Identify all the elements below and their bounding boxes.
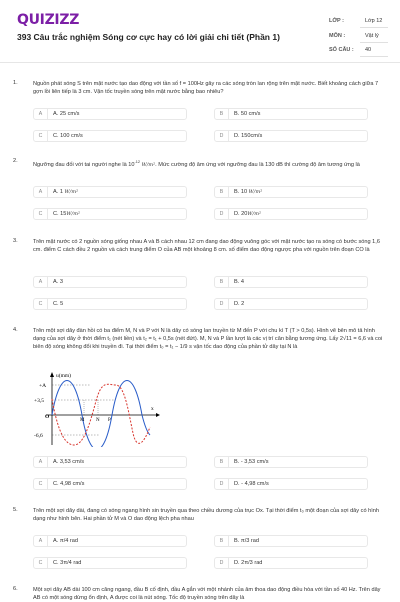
option-letter: B xyxy=(215,109,229,119)
point-label-n: N xyxy=(96,418,100,423)
option-b[interactable] xyxy=(214,186,368,198)
option-text: C. 15W/m² xyxy=(53,211,80,217)
question-text: Nguồn phát sóng S trên mặt nước tạo dao động với tần số f = 100Hz gây ra các sóng tròn lan rộng trên mặt nước. Biết khoảng cách giữa 7 gợn lồi liên tiếp là 3 cm. Vận tốc truyền sóng trên mặt nước bằng bao nhiêu? xyxy=(33,81,379,96)
option-letter: D xyxy=(215,209,229,219)
option-d[interactable] xyxy=(214,208,368,220)
option-letter: A xyxy=(34,109,48,119)
option-text: D. 2 xyxy=(234,301,245,307)
option-text: C. 4,98 cm/s xyxy=(53,481,85,487)
option-c[interactable] xyxy=(33,557,187,569)
y-arrow xyxy=(50,372,54,377)
option-text: A. 25 cm/s xyxy=(53,111,80,117)
option-b[interactable] xyxy=(214,108,368,120)
question-number: 5. xyxy=(13,507,18,513)
point-label-p: P xyxy=(108,418,111,423)
option-letter: A xyxy=(34,187,48,197)
divider xyxy=(360,56,388,57)
option-letter: A xyxy=(34,536,48,546)
option-a[interactable] xyxy=(33,276,187,288)
y-axis-label: u(mm) xyxy=(56,373,71,379)
class-value: Lớp 12 xyxy=(365,18,383,24)
option-text: B. - 3,53 cm/s xyxy=(234,459,269,465)
option-letter: B xyxy=(215,536,229,546)
option-text: B. 4 xyxy=(234,279,244,285)
option-text: B. 50 cm/s xyxy=(234,111,261,117)
option-b[interactable] xyxy=(214,456,368,468)
subject-value: Vật lý xyxy=(365,33,379,39)
option-text: A. π/4 rad xyxy=(53,538,79,544)
question-text: Một sợi dây AB dài 100 cm căng ngang, đầu B cố định, đầu A gắn với một nhánh của âm thoa dao động điều hòa với tần số 40 Hz. Trên dây AB có một sóng dừng ổn định, A được coi là nút sóng. Tốc độ truyền sóng trên dây là xyxy=(33,587,381,602)
option-text: B. 10 W/m² xyxy=(234,189,263,195)
option-d[interactable] xyxy=(214,298,368,310)
option-letter: C xyxy=(34,479,48,489)
wave-graph xyxy=(30,371,160,447)
option-d[interactable] xyxy=(214,478,368,490)
question-text: Trên một sợi dây đàn hồi có ba điểm M, N và P với N là dây có sóng lan truyền từ M đến P với chu kì T (T > 0,5s). Hình vẽ bên mô tả hình dạng của sợi dây ở thời điểm t₁ (nét liền) và t₂ = t₁ + 0,5s (nét đứt). M, N và P lần lượt là các vị trí cân bằng tương ứng. Lấy 2√11 = 6,6 và coi biên độ sóng không đổi khi truyền đi. Tại thời điểm t₀ = t₁ − 1/9 s vận tốc dao động của phần tử dây tại N là xyxy=(33,328,383,351)
count-value: 40 xyxy=(365,47,372,53)
option-b[interactable] xyxy=(214,535,368,547)
option-text: A. 1 W/m² xyxy=(53,189,79,195)
option-c[interactable] xyxy=(33,478,187,490)
option-a[interactable] xyxy=(33,535,187,547)
option-letter: D xyxy=(215,558,229,568)
option-c[interactable] xyxy=(33,298,187,310)
option-letter: D xyxy=(215,479,229,489)
option-d[interactable] xyxy=(214,557,368,569)
option-text: D. 2π/3 rad xyxy=(234,560,263,566)
option-text: D. 150cm/s xyxy=(234,133,263,139)
option-text: D. 20W/m² xyxy=(234,211,261,217)
option-letter: B xyxy=(215,457,229,467)
option-c[interactable] xyxy=(33,130,187,142)
option-a[interactable] xyxy=(33,186,187,198)
point-label-m: M xyxy=(80,418,85,423)
option-letter: C xyxy=(34,299,48,309)
option-letter: A xyxy=(34,277,48,287)
question-number: 6. xyxy=(13,586,18,592)
question-text: Trên mặt nước có 2 nguồn sóng giống nhau A và B cách nhau 12 cm đang dao động vuông góc với mặt nước tạo ra sóng có bước sóng 1,6 cm. điểm C cách đều 2 nguồn và cách trung điểm O của AB một khoảng 8 cm. số điểm dao động ngược pha với nguồn trên đoạn CO là xyxy=(33,239,380,254)
option-letter: D xyxy=(215,131,229,141)
tick-label: -6,6 xyxy=(34,433,43,439)
tick-label: O xyxy=(45,414,50,420)
question-number: 3. xyxy=(13,238,18,244)
option-a[interactable] xyxy=(33,108,187,120)
page-header xyxy=(0,0,400,63)
x-axis-label: x xyxy=(151,406,154,412)
option-text: C. 3π/4 rad xyxy=(53,560,82,566)
count-label: SỐ CÂU : xyxy=(329,47,354,53)
page-title: 393 Câu trắc nghiệm Sóng cơ cực hay có lời giải chi tiết (Phần 1) xyxy=(17,32,280,42)
option-c[interactable] xyxy=(33,208,187,220)
option-b[interactable] xyxy=(214,276,368,288)
quizizz-logo: QUIZIZZ xyxy=(17,12,80,28)
option-letter: C xyxy=(34,131,48,141)
option-d[interactable] xyxy=(214,130,368,142)
wave-t1-solid xyxy=(52,381,150,448)
option-letter: D xyxy=(215,299,229,309)
option-text: C. 5 xyxy=(53,301,64,307)
option-letter: B xyxy=(215,277,229,287)
option-text: C. 100 cm/s xyxy=(53,133,83,139)
class-label: LỚP : xyxy=(329,18,344,24)
question-text: Trên một sợi dây dài, đang có sóng ngang hình sin truyền qua theo chiều dương của trục Ox. Tại thời điểm t₀ một đoạn của sợi dây có hình dạng như hình bên. Hai phần tử M và O dao động lệch pha nhau xyxy=(33,508,379,523)
divider xyxy=(360,27,388,28)
option-text: B. π/3 rad xyxy=(234,538,260,544)
divider xyxy=(360,42,388,43)
option-text: A. 3,53 cm/s xyxy=(53,459,85,465)
option-letter: C xyxy=(34,558,48,568)
option-text: D. - 4,98 cm/s xyxy=(234,481,269,487)
subject-label: MÔN : xyxy=(329,33,346,39)
option-letter: A xyxy=(34,457,48,467)
question-number: 2. xyxy=(13,158,18,164)
tick-label: +A xyxy=(39,383,47,389)
question-text: Ngưỡng đau đối với tai người nghe là $10^{-12}$ W/m². Mức cường độ âm ứng với ngưỡng đau là 130 dB thì cường độ âm tương ứng là xyxy=(33,160,360,168)
option-letter: B xyxy=(215,187,229,197)
option-letter: C xyxy=(34,209,48,219)
option-text: A. 3 xyxy=(53,279,63,285)
question-number: 4. xyxy=(13,327,18,333)
tick-label: +3,5 xyxy=(34,398,44,404)
question-number: 1. xyxy=(13,80,18,86)
option-a[interactable] xyxy=(33,456,187,468)
x-arrow xyxy=(156,413,160,417)
